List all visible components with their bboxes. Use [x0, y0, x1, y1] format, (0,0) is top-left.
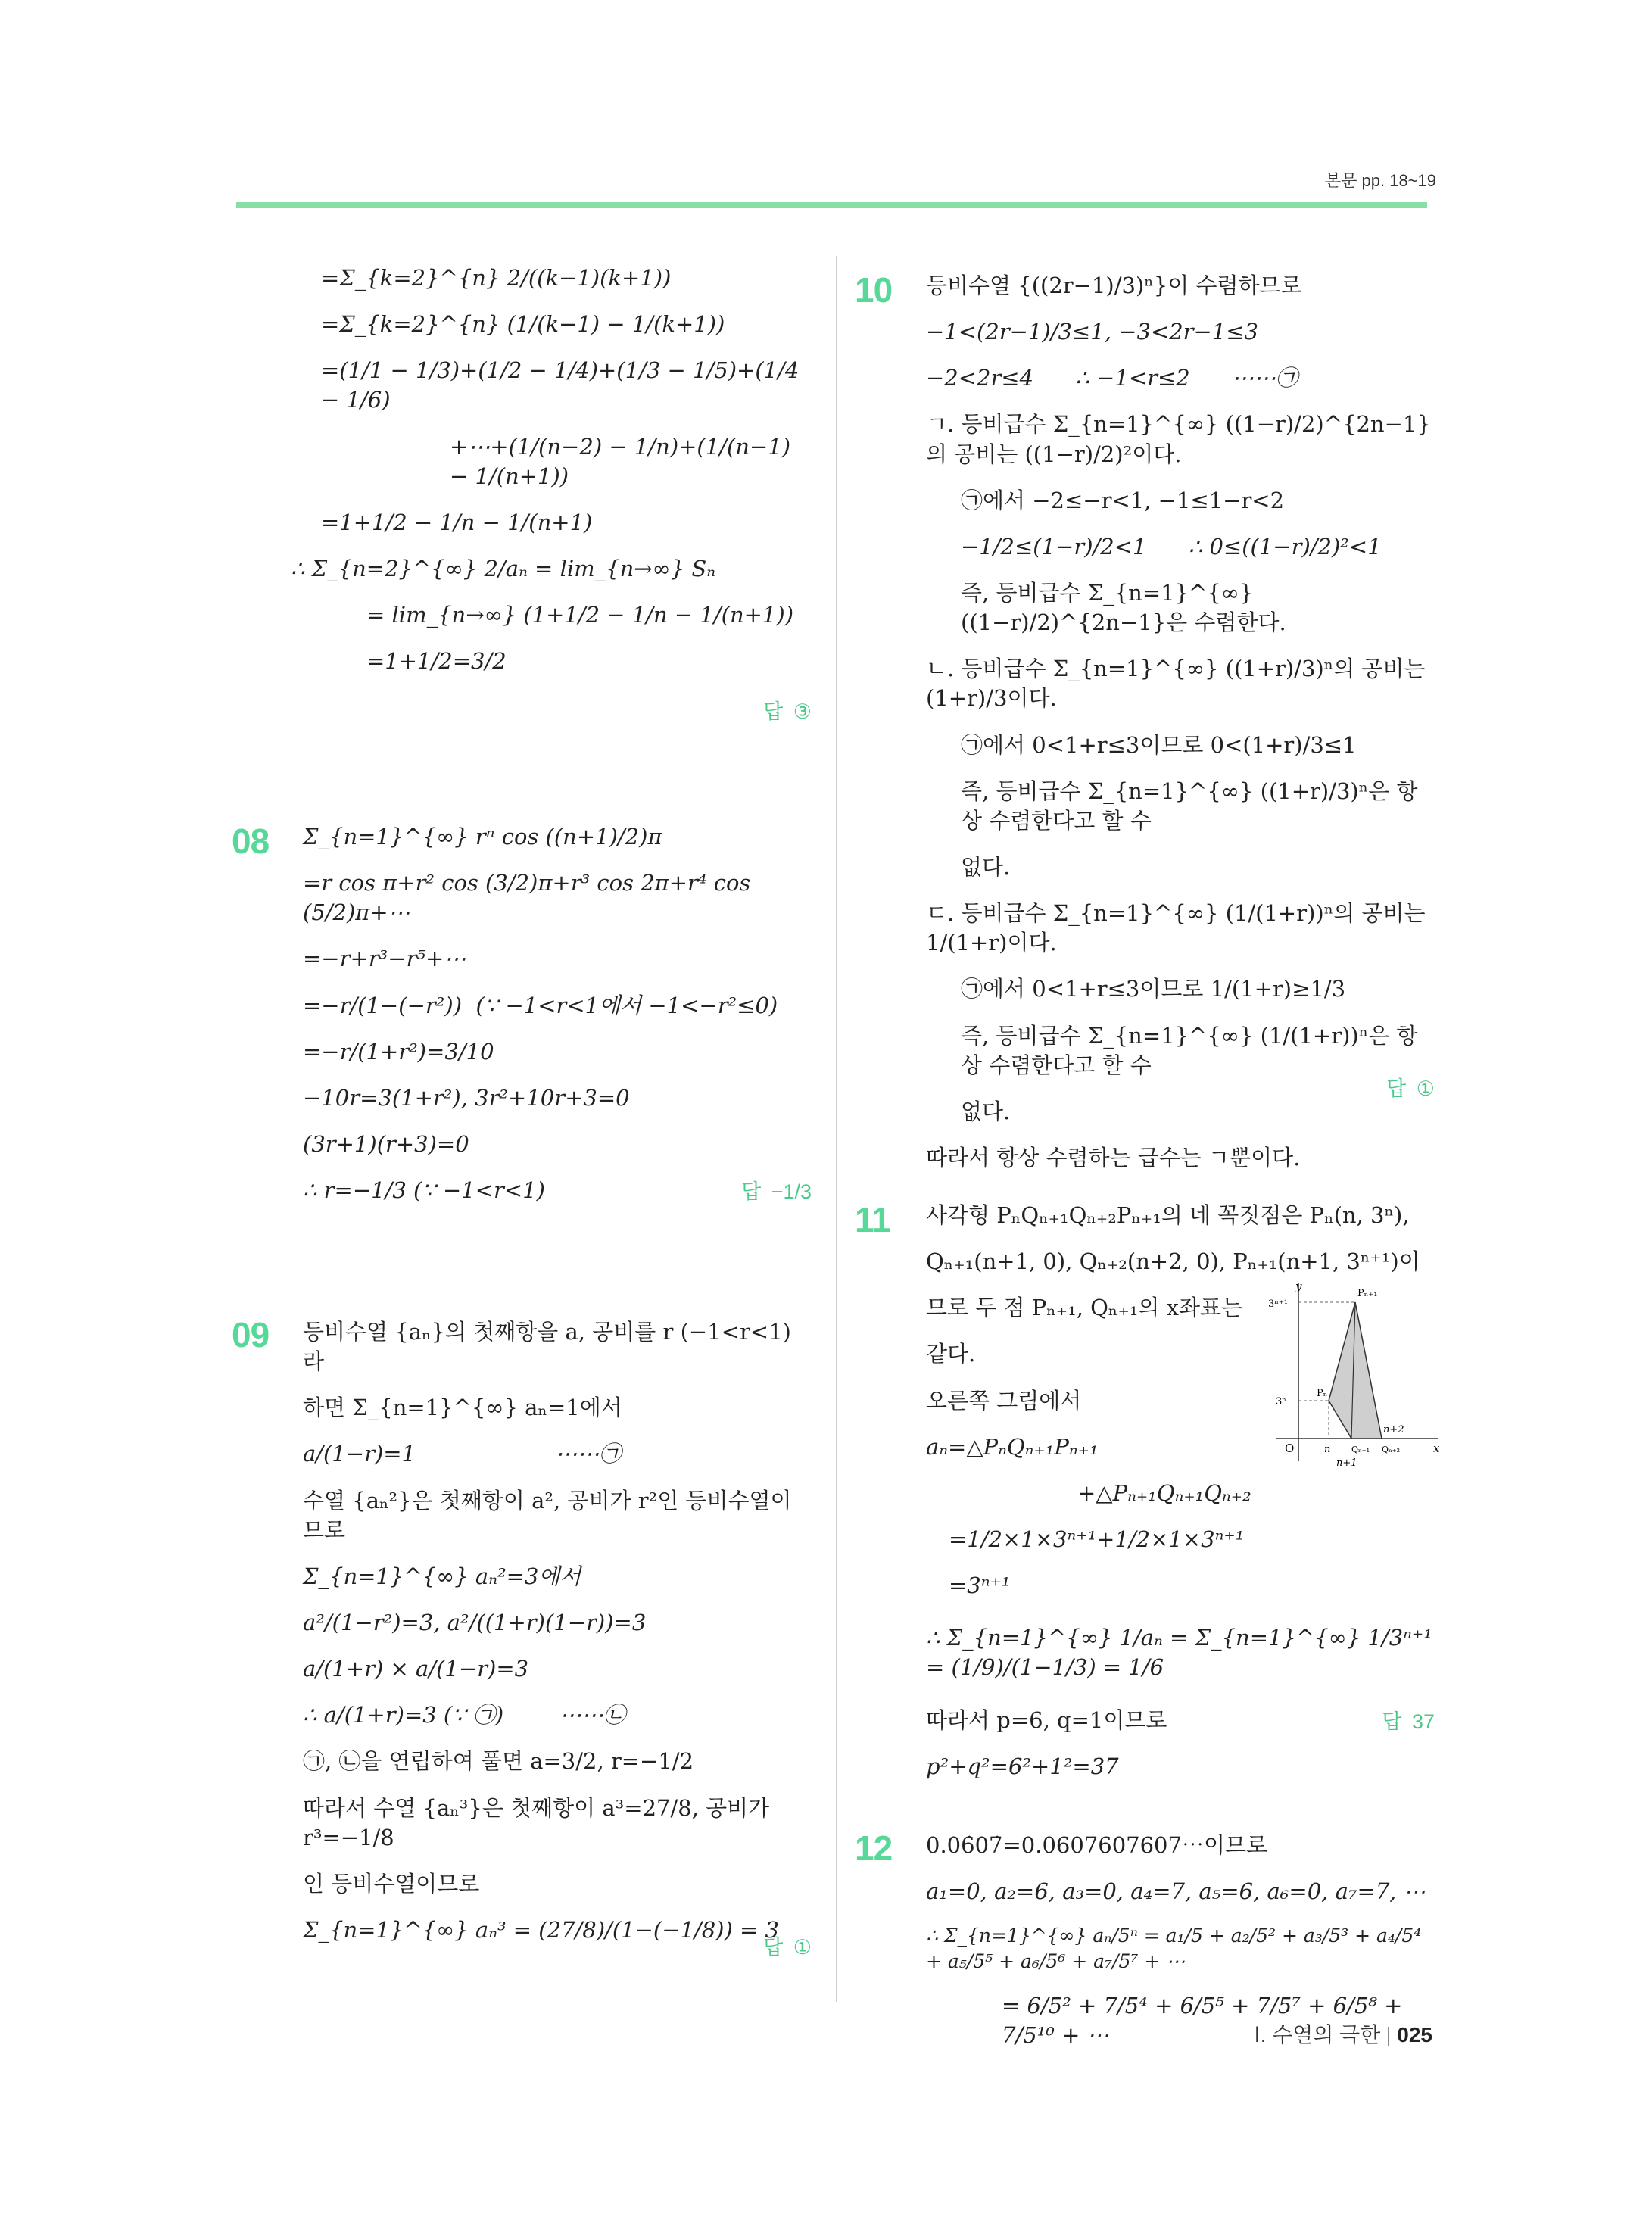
- eq-line: =Σ_{k=2}^{n} 2/((k−1)(k+1)): [321, 265, 672, 291]
- text-line: 하면 Σ_{n=1}^{∞} aₙ=1에서: [303, 1395, 622, 1421]
- point-pn-label: Pₙ: [1317, 1388, 1328, 1399]
- text-line: 따라서 항상 수렴하는 급수는 ㄱ뿐이다.: [926, 1144, 1301, 1170]
- point-pn1-label: Pₙ₊₁: [1357, 1288, 1378, 1299]
- question-number: 10: [855, 270, 893, 310]
- text-line: 따라서 수열 {aₙ³}은 첫째항이 a³=27/8, 공비가 r³=−1/8: [303, 1794, 777, 1850]
- eq-line: −10r=3(1+r²), 3r²+10r+3=0: [303, 1084, 630, 1111]
- solution-10-lines: [926, 271, 1435, 1189]
- eq-line: (3r+1)(r+3)=0: [303, 1130, 469, 1157]
- page-number: 025: [1397, 2023, 1432, 2046]
- answer-label: 답: [1382, 1710, 1402, 1733]
- eq-line: a₁=0, a₂=6, a₃=0, a₄=7, a₅=6, a₆=0, a₇=7, ⋯: [926, 1878, 1426, 1905]
- text-line: 등비수열 {((2r−1)/3)ⁿ}이 수렴하므로: [926, 273, 1302, 298]
- text-line: ㉠에서 0<1+r≤3이므로 0<(1+r)/3≤1: [961, 731, 1357, 758]
- shaded-quadrilateral: [1329, 1302, 1382, 1439]
- y-tick-low: 3ⁿ: [1276, 1396, 1286, 1407]
- eq-line: =1+1/2 − 1/n − 1/(n+1): [321, 509, 593, 535]
- origin-label: O: [1285, 1442, 1295, 1455]
- eq-line: a/(1+r) × a/(1−r)=3: [303, 1656, 529, 1682]
- text-line: ㄷ. 등비급수 Σ_{n=1}^{∞} (1/(1+r))ⁿ의 공비는 1/(1+r)이다.: [926, 900, 1432, 956]
- text-line: 없다.: [961, 1098, 1011, 1124]
- text-line: 인 등비수열이므로: [303, 1870, 480, 1897]
- answer-07: [763, 698, 812, 725]
- eq-line: +⋯+(1/(n−2) − 1/n)+(1/(n−1) − 1/(n+1)): [450, 433, 798, 489]
- text-line: ㄴ. 등비급수 Σ_{n=1}^{∞} ((1+r)/3)ⁿ의 공비는 (1+r)/3이다.: [926, 656, 1432, 712]
- text-line: 사각형 PₙQₙ₊₁Qₙ₊₂Pₙ₊₁의 네 꼭짓점은 Pₙ(n, 3ⁿ),: [926, 1202, 1410, 1228]
- eq-line: ∴ a/(1+r)=3 (∵ ㉠) ⋯⋯㉡: [303, 1702, 625, 1728]
- answer-10: [1386, 1075, 1435, 1102]
- text-line: 즉, 등비급수 Σ_{n=1}^{∞} (1/(1+r))ⁿ은 항상 수렴한다고 할 수: [961, 1022, 1418, 1078]
- eq-line: =3ⁿ⁺¹: [949, 1573, 1011, 1599]
- eq-line: =1/2×1×3ⁿ⁺¹+1/2×1×3ⁿ⁺¹: [949, 1526, 1245, 1552]
- answer-label: 답: [763, 1936, 784, 1959]
- eq-line: −1<(2r−1)/3≤1, −3<2r−1≤3: [926, 319, 1259, 345]
- answer-label: 답: [763, 700, 784, 723]
- question-number: 08: [232, 821, 270, 861]
- page-reference: 본문 pp. 18~19: [1324, 171, 1436, 190]
- page-footer: [1254, 2018, 1432, 2049]
- eq-line: p²+q²=6²+1²=37: [926, 1753, 1119, 1779]
- text-line: 등비수열 {aₙ}의 첫째항을 a, 공비를 r (−1<r<1)라: [303, 1319, 791, 1375]
- answer-value: ③: [793, 700, 812, 723]
- column-divider: [836, 256, 837, 2002]
- eq-line: =1+1/2=3/2: [366, 648, 507, 675]
- eq-line: = lim_{n→∞} (1+1/2 − 1/n − 1/(n+1)): [366, 602, 794, 628]
- eq-line: ∴ Σ_{n=1}^{∞} aₙ/5ⁿ = a₁/5 + a₂/5² + a₃/5³ + a₄/5⁴ + a₅/5⁵ + a₆/5⁶ + a₇/5⁷ + ⋯: [926, 1925, 1428, 1973]
- eq-line: =Σ_{k=2}^{n} (1/(k−1) − 1/(k+1)): [321, 311, 725, 338]
- text-line: Qₙ₊₁(n+1, 0), Qₙ₊₂(n+2, 0), Pₙ₊₁(n+1, 3ⁿ⁺¹)이: [926, 1248, 1420, 1275]
- text-line: ㄱ. 등비급수 Σ_{n=1}^{∞} ((1−r)/2)^{2n−1}의 공비는 ((1−r)/2)²이다.: [926, 411, 1431, 467]
- eq-line: a/(1−r)=1 ⋯⋯㉠: [303, 1441, 622, 1467]
- answer-value: −1/3: [771, 1180, 812, 1203]
- question-number: 09: [232, 1315, 270, 1354]
- eq-line: aₙ=△PₙQₙ₊₁Pₙ₊₁: [926, 1433, 1099, 1460]
- text-line: 같다.: [926, 1341, 976, 1367]
- answer-11: [1382, 1708, 1435, 1735]
- answer-08: [741, 1178, 812, 1205]
- x-tick-n: n: [1324, 1444, 1331, 1455]
- y-axis-label: y: [1295, 1280, 1302, 1293]
- eq-line: Σ_{n=1}^{∞} aₙ²=3에서: [303, 1563, 581, 1589]
- chapter-title: Ⅰ. 수열의 극한: [1254, 2023, 1381, 2046]
- solution-09-lines: [303, 1317, 812, 1962]
- eq-line: =(1/1 − 1/3)+(1/2 − 1/4)+(1/3 − 1/5)+(1/4 − 1/6): [321, 357, 806, 413]
- y-tick-high: 3ⁿ⁺¹: [1268, 1298, 1288, 1310]
- text-line: 따라서 p=6, q=1이므로: [926, 1707, 1167, 1733]
- eq-line: ∴ Σ_{n=2}^{∞} 2/aₙ = lim_{n→∞} Sₙ: [291, 555, 715, 581]
- footer-divider: [1388, 2027, 1389, 2046]
- text-line: ㉠, ㉡을 연립하여 풀면 a=3/2, r=−1/2: [303, 1748, 694, 1775]
- eq-line: =−r/(1+r²)=3/10: [303, 1038, 494, 1065]
- eq-line: =−r/(1−(−r²)) (∵ −1<r<1에서 −1<−r²≤0): [303, 992, 778, 1018]
- answer-value: ①: [1416, 1077, 1435, 1100]
- eq-line: ∴ r=−1/3 (∵ −1<r<1): [303, 1177, 545, 1204]
- text-line: ㉠에서 −2≤−r<1, −1≤1−r<2: [961, 487, 1285, 513]
- eq-line: −1/2≤(1−r)/2<1 ∴ 0≤((1−r)/2)²<1: [961, 533, 1382, 560]
- text-line: 므로 두 점 Pₙ₊₁, Qₙ₊₁의 x좌표는: [926, 1295, 1243, 1321]
- text-line: 오른쪽 그림에서: [926, 1387, 1082, 1414]
- text-line: 없다.: [961, 853, 1011, 880]
- text-line: 수열 {aₙ²}은 첫째항이 a², 공비가 r²인 등비수열이므로: [303, 1487, 792, 1543]
- header-rule: [236, 202, 1427, 208]
- text-line: 즉, 등비급수 Σ_{n=1}^{∞} ((1+r)/3)ⁿ은 항상 수렴한다고 할 수: [961, 778, 1418, 834]
- solution-08-lines: [303, 822, 812, 1222]
- eq-line: =r cos π+r² cos (3/2)π+r³ cos 2π+r⁴ cos (5/2)π+⋯: [303, 870, 758, 926]
- question-number: 11: [855, 1200, 890, 1239]
- eq-line: =−r+r³−r⁵+⋯: [303, 946, 466, 972]
- quadrilateral-figure: [1268, 1280, 1442, 1469]
- eq-line: −2<2r≤4 ∴ −1<r≤2 ⋯⋯㉠: [926, 365, 1298, 391]
- answer-value: 37: [1411, 1710, 1435, 1733]
- question-number: 12: [855, 1828, 893, 1868]
- answer-09: [763, 1934, 812, 1961]
- x-tick-n1: n+1: [1336, 1457, 1357, 1469]
- text-line: 즉, 등비급수 Σ_{n=1}^{∞} ((1−r)/2)^{2n−1}은 수렴한다.: [961, 579, 1286, 636]
- eq-line: +△Pₙ₊₁Qₙ₊₁Qₙ₊₂: [1077, 1479, 1251, 1506]
- answer-label: 답: [1386, 1077, 1407, 1100]
- eq-line: a²/(1−r²)=3, a²/((1+r)(1−r))=3: [303, 1609, 647, 1635]
- point-qn2-label: Qₙ₊₂: [1382, 1445, 1400, 1454]
- answer-value: ①: [793, 1936, 812, 1959]
- eq-line: = 6/5² + 7/5⁴ + 6/5⁵ + 7/5⁷ + 6/5⁸ + 7/5¹⁰ + ⋯: [1002, 1992, 1410, 2048]
- answer-label: 답: [741, 1180, 762, 1203]
- eq-line: Σ_{n=1}^{∞} rⁿ cos ((n+1)/2)π: [303, 824, 662, 849]
- text-line: 0.06̇07̇=0.0607607607⋯이므로: [926, 1832, 1267, 1858]
- eq-line: Σ_{n=1}^{∞} aₙ³ = (27/8)/(1−(−1/8)) = 3: [303, 1916, 779, 1943]
- point-qn1-label: Qₙ₊₁: [1351, 1445, 1370, 1454]
- solution-07-lines: [291, 263, 812, 693]
- x-tick-n2: n+2: [1383, 1424, 1404, 1435]
- x-axis-label: x: [1433, 1442, 1440, 1455]
- eq-line: ∴ Σ_{n=1}^{∞} 1/aₙ = Σ_{n=1}^{∞} 1/3ⁿ⁺¹ = (1/9)/(1−1/3) = 1/6: [926, 1625, 1440, 1681]
- text-line: ㉠에서 0<1+r≤3이므로 1/(1+r)≥1/3: [961, 976, 1346, 1002]
